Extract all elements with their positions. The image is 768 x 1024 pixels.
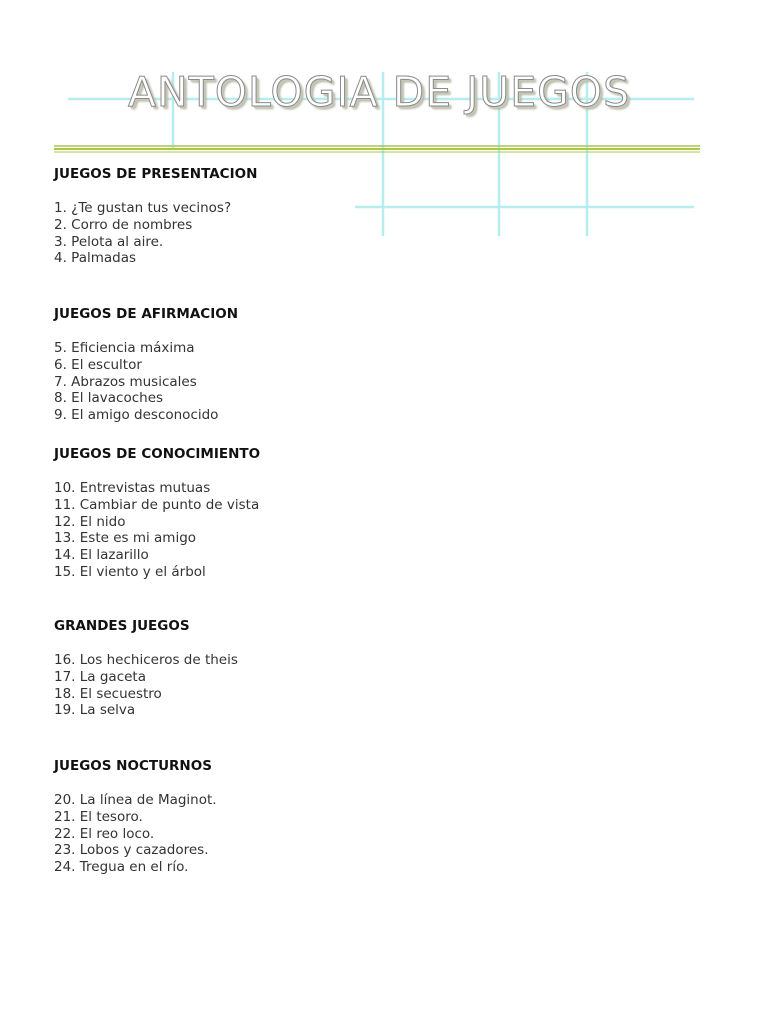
list-item: 17. La gaceta <box>54 668 146 685</box>
list-item: 2. Corro de nombres <box>54 216 193 233</box>
list-item: 1. ¿Te gustan tus vecinos? <box>54 200 232 216</box>
list-item: 12. El nido <box>54 513 126 530</box>
list-item: 8. El lavacoches <box>54 390 164 407</box>
section-grandes-juegos <box>54 616 238 719</box>
section-presentacion <box>54 164 257 267</box>
section-heading: JUEGOS DE PRESENTACION <box>54 166 258 182</box>
list-item: 6. El escultor <box>54 356 142 373</box>
list-item: 14. El lazarillo <box>54 547 149 564</box>
item-list <box>54 480 260 581</box>
list-item: 5. Eficiencia máxima <box>54 340 195 356</box>
section-heading: JUEGOS DE CONOCIMIENTO <box>54 446 261 462</box>
list-item: 4. Palmadas <box>54 250 137 267</box>
list-item: 23. Lobos y cazadores. <box>54 842 209 859</box>
item-list <box>54 200 257 267</box>
list-item: 24. Tregua en el río. <box>54 859 189 876</box>
document-title: ANTOLOGIA DE JUEGOS <box>128 68 631 116</box>
list-item: 13. Este es mi amigo <box>54 530 197 547</box>
list-item: 21. El tesoro. <box>54 808 143 825</box>
section-nocturnos <box>54 756 217 876</box>
list-item: 3. Pelota al aire. <box>54 233 164 250</box>
section-heading: JUEGOS DE AFIRMACION <box>54 306 238 322</box>
section-afirmacion <box>54 304 238 424</box>
list-item: 19. La selva <box>54 702 136 719</box>
list-item: 7. Abrazos musicales <box>54 373 197 390</box>
list-item: 22. El reo loco. <box>54 825 155 842</box>
list-item: 10. Entrevistas mutuas <box>54 480 211 496</box>
list-item: 18. El secuestro <box>54 685 162 702</box>
list-item: 20. La línea de Maginot. <box>54 792 217 808</box>
item-list <box>54 340 238 424</box>
section-conocimiento <box>54 444 260 581</box>
section-heading: JUEGOS NOCTURNOS <box>54 758 212 774</box>
item-list <box>54 652 238 719</box>
list-item: 11. Cambiar de punto de vista <box>54 496 260 513</box>
list-item: 9. El amigo desconocido <box>54 407 219 424</box>
green-rule <box>54 146 700 152</box>
list-item: 15. El viento y el árbol <box>54 563 206 580</box>
section-heading: GRANDES JUEGOS <box>54 618 190 634</box>
list-item: 16. Los hechiceros de theis <box>54 652 238 668</box>
item-list <box>54 792 217 876</box>
